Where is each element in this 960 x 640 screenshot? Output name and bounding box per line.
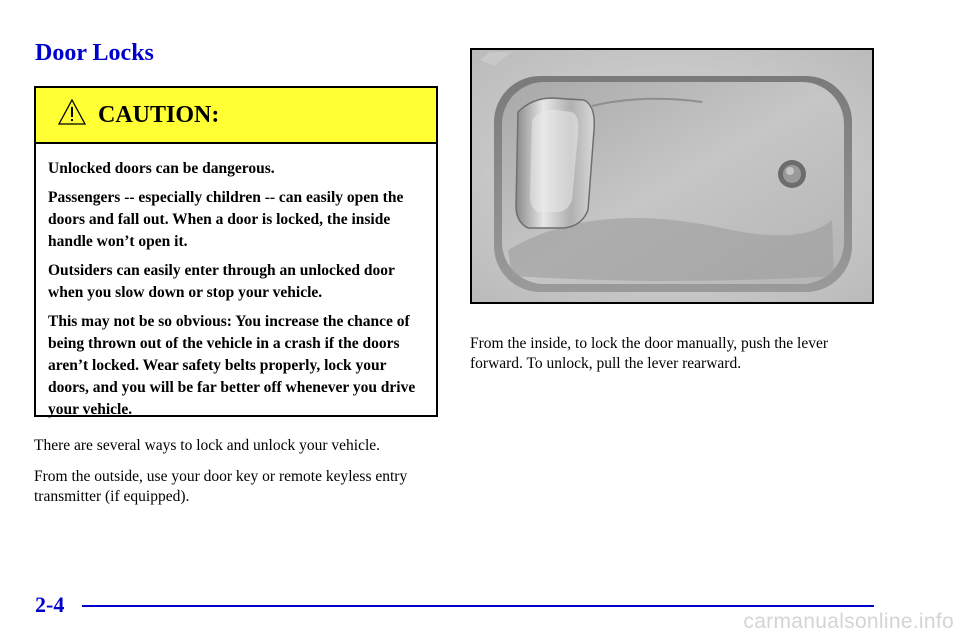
section-title: Door Locks <box>35 40 154 66</box>
caution-label: CAUTION: <box>98 101 220 128</box>
paragraph-outside-lock: From the outside, use your door key or remote keyless entry transmitter (if equipped). <box>34 468 408 505</box>
caution-box <box>34 86 438 417</box>
footer-rule <box>82 605 874 607</box>
door-handle-lock-lever-icon <box>472 50 872 302</box>
caution-paragraph: Passengers -- especially children -- can easily open the doors and fall out. When a door is locked, the inside handle won’t open it. <box>48 189 404 250</box>
paragraph-lock-ways: There are several ways to lock and unlock your vehicle. <box>34 437 381 454</box>
paragraph-inside-lock: From the inside, to lock the door manually, push the lever forward. To unlock, pull the lever rearward. <box>470 335 829 372</box>
watermark-logo: carmanualsonline.info <box>743 610 954 633</box>
caution-paragraph: Outsiders can easily enter through an unlocked door when you slow down or stop your vehicle. <box>48 262 395 301</box>
caution-paragraph: Unlocked doors can be dangerous. <box>48 160 275 177</box>
caution-body <box>36 144 436 421</box>
warning-triangle-icon <box>58 99 86 125</box>
caution-header <box>36 88 436 144</box>
caution-paragraph: This may not be so obvious: You increase the chance of being thrown out of the vehicle in a crash if the doors aren’t locked. Wear safety belts properly, lock your doors, and you will be far better off whenever you drive your vehicle. <box>48 313 416 418</box>
page-number: 2-4 <box>35 592 65 617</box>
door-handle-photo <box>470 48 874 304</box>
